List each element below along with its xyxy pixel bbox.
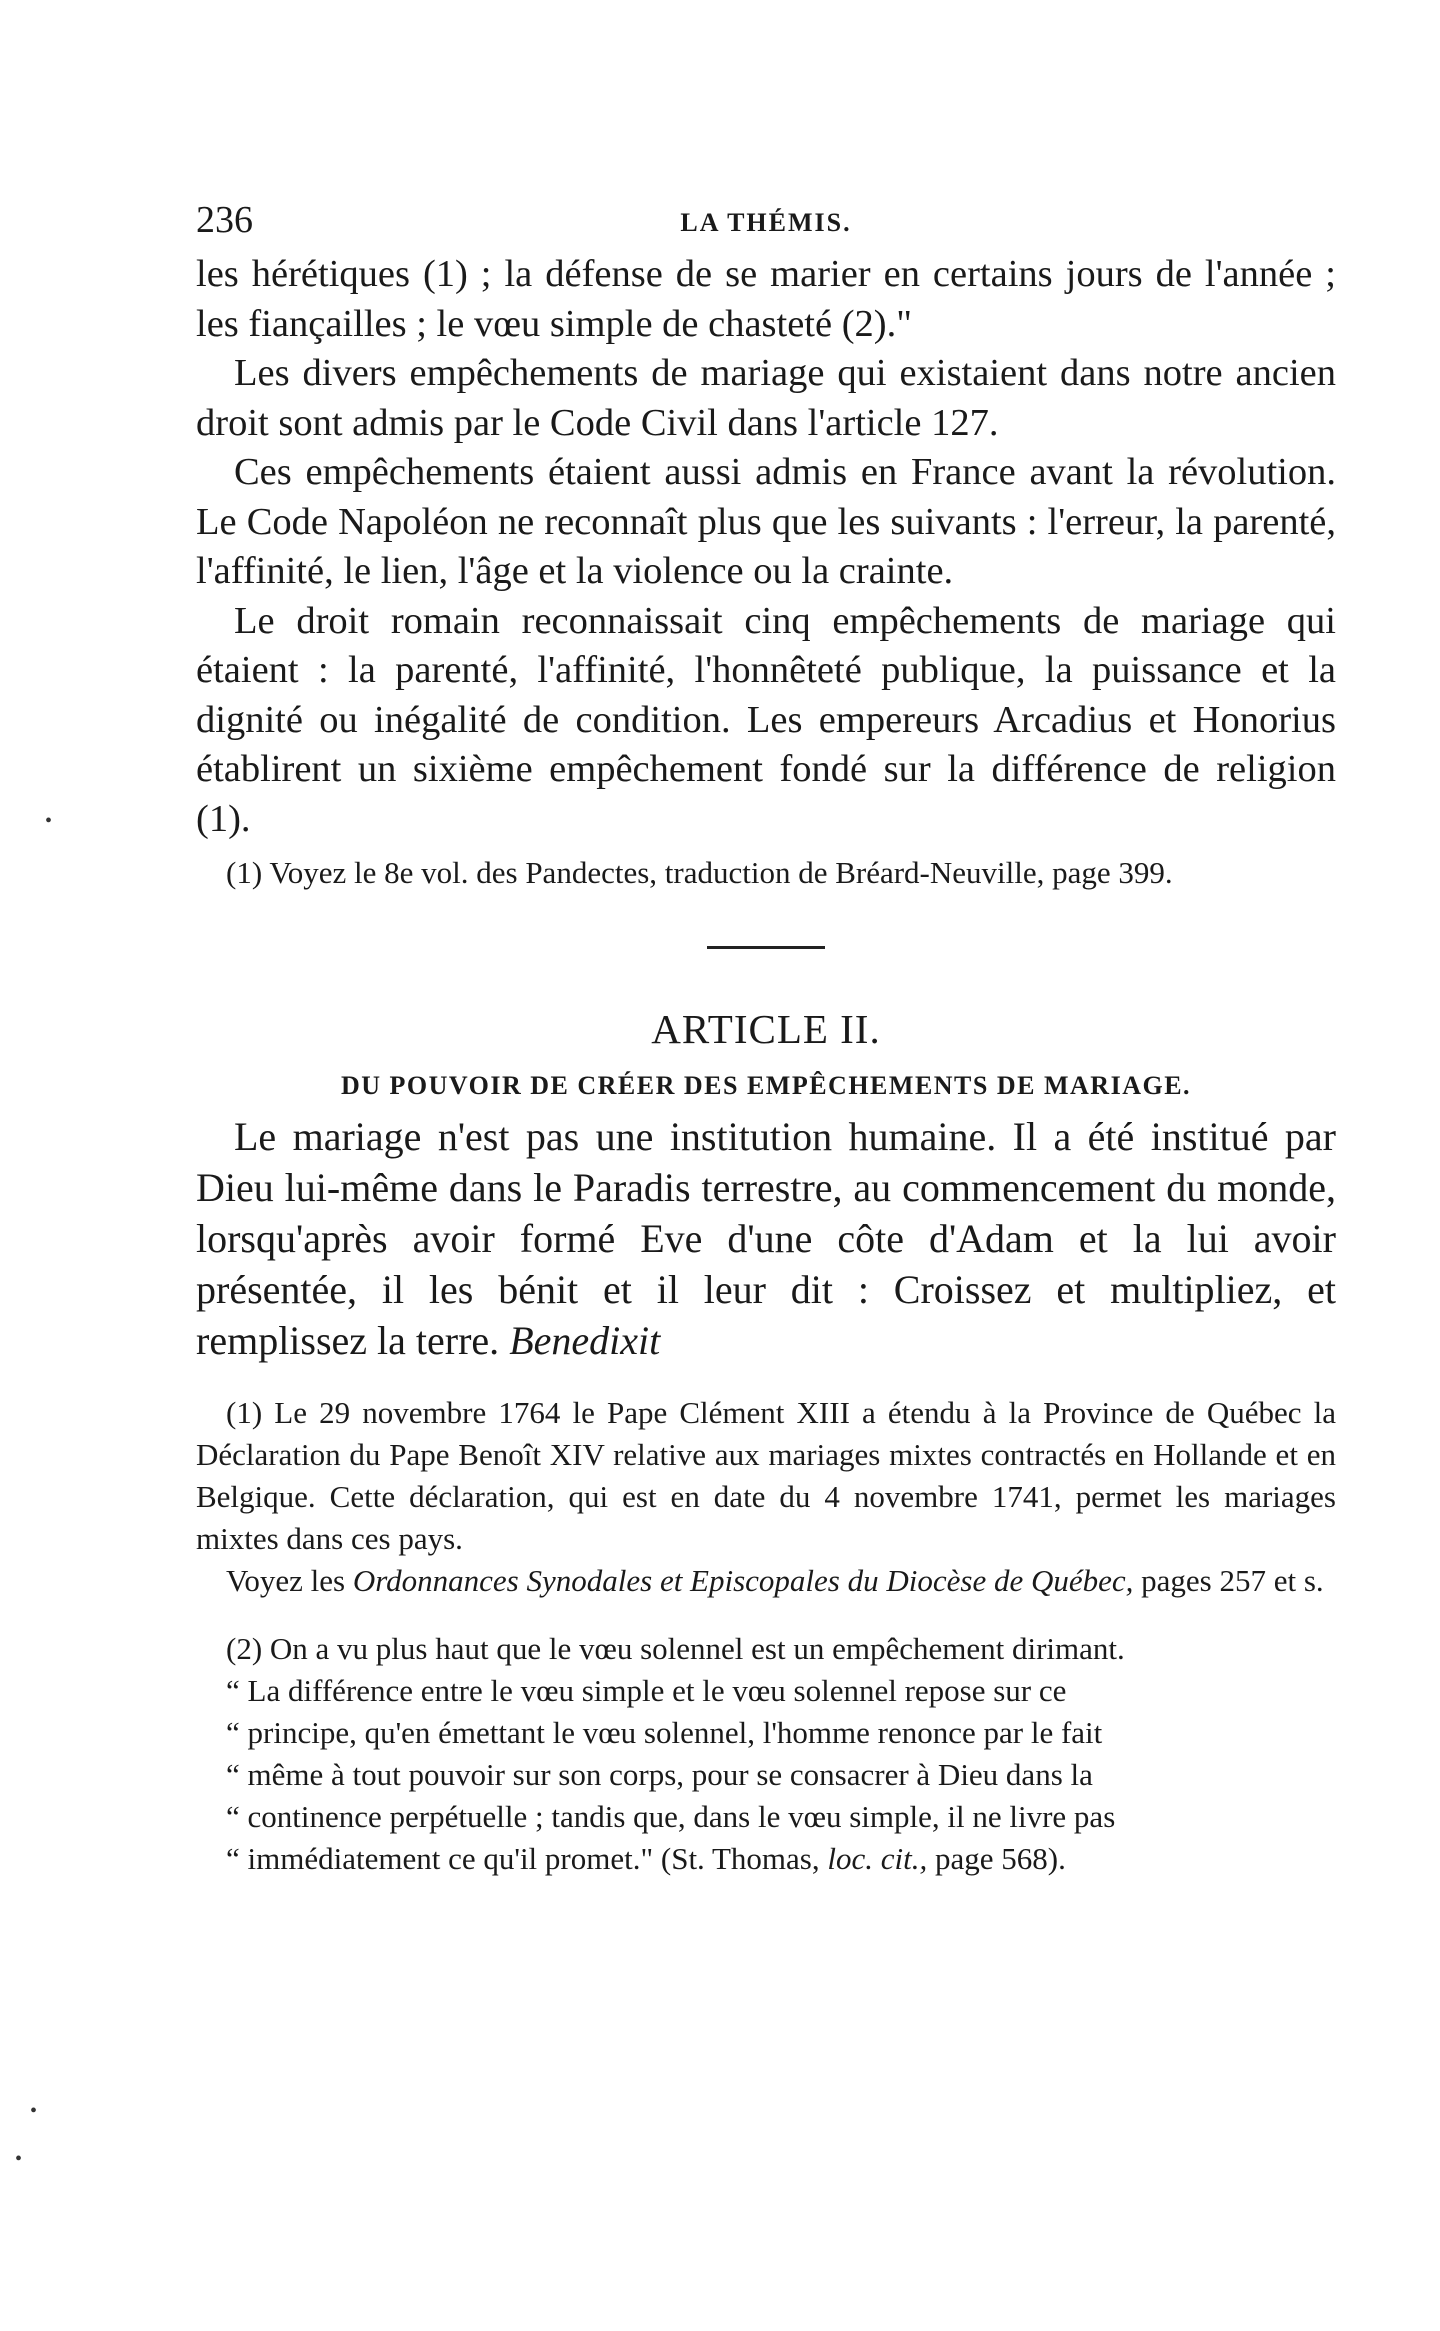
footnote-voeu-line: “ continence perpétuelle ; tandis que, dans le vœu simple, il ne livre pas (226, 1799, 1116, 1834)
footnote-voeu-line: “ même à tout pouvoir sur son corps, pour se consacrer à Dieu dans la (226, 1757, 1093, 1792)
paragraph-france: Ces empêchements étaient aussi admis en France avant la révolution. Le Code Napoléon ne reconnaît plus que les suivants : l'erreur, la parenté, l'affinité, le lien, l'âge et la violence ou la crainte. (196, 451, 1336, 592)
footnote-block-1 (196, 1392, 1336, 1602)
margin-speck: • (30, 2100, 38, 2122)
footnote-ordonnances (196, 1560, 1336, 1602)
footnote-pandectes: (1) Voyez le 8e vol. des Pandectes, traduction de Bréard-Neuville, page 399. (226, 855, 1173, 890)
footnote-ordonnances-title: Ordonnances Synodales et Episcopales du Diocèse de Québec, (352, 1563, 1134, 1598)
footnote-block-2 (196, 1628, 1336, 1880)
margin-speck: • (45, 810, 53, 832)
paragraph-code-civil: Les divers empêchements de mariage qui existaient dans notre ancien droit sont admis par le Code Civil dans l'article 127. (196, 352, 1336, 444)
footnote-ordonnances-prefix: Voyez les (226, 1563, 346, 1598)
footnote-voeu-line: (2) On a vu plus haut que le vœu solennel est un empêchement dirimant. (226, 1631, 1125, 1666)
footnote-voeu-line: “ principe, qu'en émettant le vœu solennel, l'homme renonce par le fait (226, 1715, 1103, 1750)
running-title: LA THÉMIS. (680, 208, 852, 237)
margin-speck: • (15, 2148, 23, 2170)
article-paragraph (196, 1111, 1336, 1366)
article-title: ARTICLE II. (651, 1006, 881, 1052)
page-header (196, 190, 1336, 250)
footnote-voeu-line: “ La différence entre le vœu simple et le vœu solennel repose sur ce (226, 1673, 1067, 1708)
footnote-voeu-last-line (196, 1838, 1336, 1880)
footnote-voeu-last-suffix: page 568). (934, 1841, 1066, 1876)
paragraph-droit-romain: Le droit romain reconnaissait cinq empêchements de mariage qui étaient : la parenté, l'affinité, l'honnêteté publique, la puissance et la dignité ou inégalité de condition. Les empereurs Arcadius et Honorius établirent un sixième empêchement fondé sur la différence de religion (1). (196, 599, 1336, 840)
footnote-voeu-last-italic: loc. cit., (827, 1841, 928, 1876)
article-body-text: Le mariage n'est pas une institution humaine. Il a été institué par Dieu lui-même dans le Paradis terrestre, au commencement du monde, lorsqu'après avoir formé Eve d'une côte d'Adam et la lui avoir présentée, il les bénit et il leur dit : Croissez et multipliez, et remplissez la terre. (196, 1114, 1336, 1363)
paragraph-continued: les hérétiques (1) ; la défense de se marier en certains jours de l'année ; les fiançailles ; le vœu simple de chasteté (2)." (196, 253, 1336, 345)
article-body-italic: Benedixit (509, 1318, 661, 1363)
article-subtitle: DU POUVOIR DE CRÉER DES EMPÊCHEMENTS DE MARIAGE. (340, 1071, 1192, 1100)
page-number: 236 (196, 199, 253, 241)
footnote-clement: (1) Le 29 novembre 1764 le Pape Clément XIII a étendu à la Province de Québec la Déclaration du Pape Benoît XIV relative aux mariages mixtes contractés en Hollande et en Belgique. Cette déclaration, qui est en date du 4 novembre 1741, permet les mariages mixtes dans ces pays. (196, 1395, 1336, 1556)
book-page (196, 190, 1336, 1880)
footnote-voeu-last-prefix: “ immédiatement ce qu'il promet." (St. Thomas, (226, 1841, 820, 1876)
section-divider (707, 946, 825, 949)
footnote-ordonnances-suffix: pages 257 et s. (1141, 1563, 1324, 1598)
